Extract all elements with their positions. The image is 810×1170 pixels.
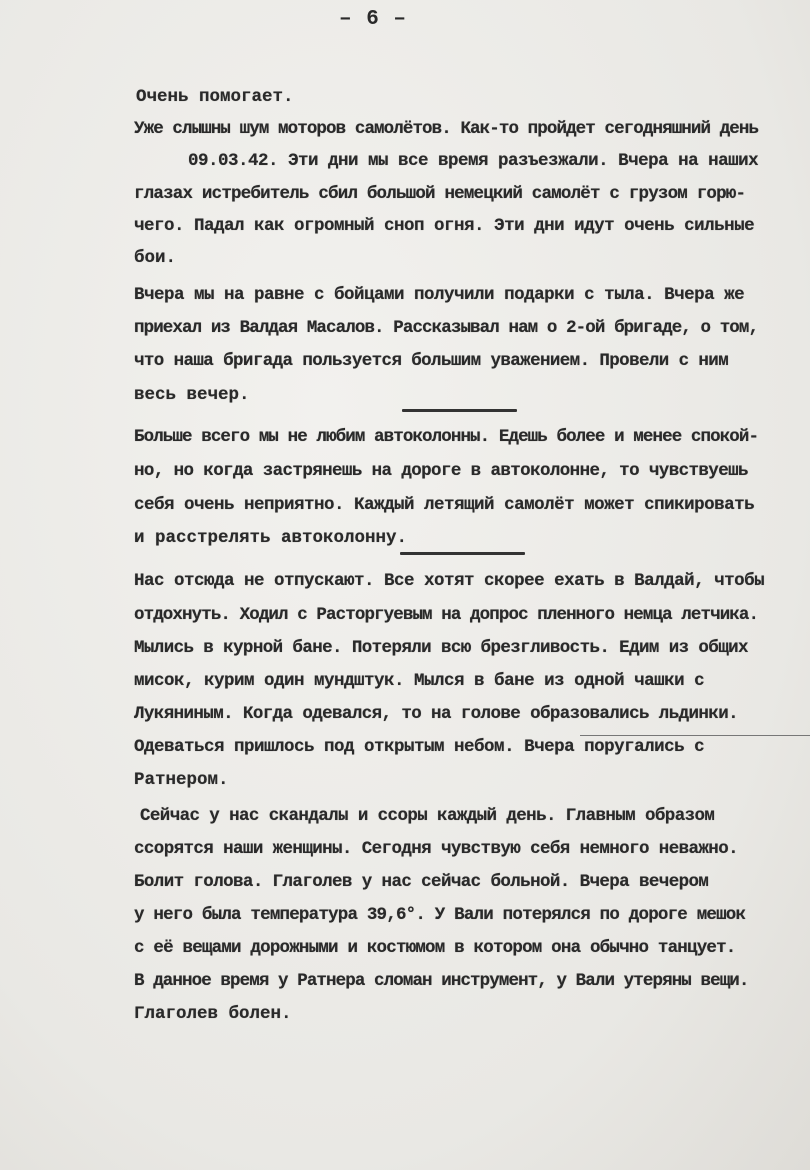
text-line: но, но когда застрянешь на дороге в автоколонне, то чувствуешь bbox=[134, 461, 748, 481]
text-line: у него была температура 39,6°. У Вали потерялся по дороге мешок bbox=[134, 905, 746, 925]
text-line: весь вечер. bbox=[134, 385, 250, 405]
text-line: 09.03.42. Эти дни мы все время разъезжали. Вчера на наших bbox=[188, 151, 759, 171]
text-line: Одеваться пришлось под открытым небом. Вчера поругались с bbox=[134, 737, 705, 757]
text-line: Мылись в курной бане. Потеряли всю брезгливость. Едим из общих bbox=[134, 638, 748, 658]
text-line: Вчера мы на равне с бойцами получили подарки с тыла. Вчера же bbox=[134, 285, 745, 305]
text-line: Очень помогает. bbox=[136, 87, 294, 107]
text-line: глазах истребитель сбил большой немецкий самолёт с грузом горю- bbox=[134, 184, 746, 204]
text-line: Лукяниным. Когда одевался, то на голове образовались льдинки. bbox=[134, 704, 739, 724]
text-line: и расстрелять автоколонну. bbox=[134, 528, 408, 548]
page-number: – 6 – bbox=[338, 8, 407, 31]
text-line: что наша бригада пользуется большим уважением. Провели с ним bbox=[134, 351, 729, 371]
text-line: с её вещами дорожными и костюмом в котором она обычно танцует. bbox=[134, 938, 736, 958]
text-line: отдохнуть. Ходил с Расторгуевым на допрос пленного немца летчика. bbox=[134, 605, 759, 625]
text-line: бои. bbox=[134, 248, 177, 268]
text-line: чего. Падал как огромный сноп огня. Эти дни идут очень сильные bbox=[134, 216, 755, 236]
text-line: Болит голова. Глаголев у нас сейчас больной. Вчера вечером bbox=[134, 872, 709, 892]
page-edge-line bbox=[580, 735, 810, 736]
text-line: Больше всего мы не любим автоколонны. Едешь более и менее спокой- bbox=[134, 427, 759, 447]
text-line: Уже слышны шум моторов самолётов. Как-то пройдет сегодняшний день bbox=[134, 119, 759, 139]
text-line: В данное время у Ратнера сломан инструмент, у Вали утеряны вещи. bbox=[134, 971, 749, 991]
text-line: Сейчас у нас скандалы и ссоры каждый день. Главным образом bbox=[140, 806, 715, 826]
text-line: приехал из Валдая Масалов. Рассказывал нам о 2-ой бригаде, о том, bbox=[134, 318, 759, 338]
text-line: мисок, курим один мундштук. Мылся в бане из одной чашки с bbox=[134, 671, 705, 691]
section-divider bbox=[402, 409, 517, 412]
text-line: Глаголев болен. bbox=[134, 1004, 292, 1024]
text-line: ссорятся наши женщины. Сегодня чувствую себя немного неважно. bbox=[134, 839, 739, 859]
text-line: себя очень неприятно. Каждый летящий самолёт может спикировать bbox=[134, 495, 755, 515]
text-line: Ратнером. bbox=[134, 770, 229, 790]
text-line: Нас отсюда не отпускают. Все хотят скорее ехать в Валдай, чтобы bbox=[134, 571, 765, 591]
section-divider bbox=[400, 552, 525, 555]
